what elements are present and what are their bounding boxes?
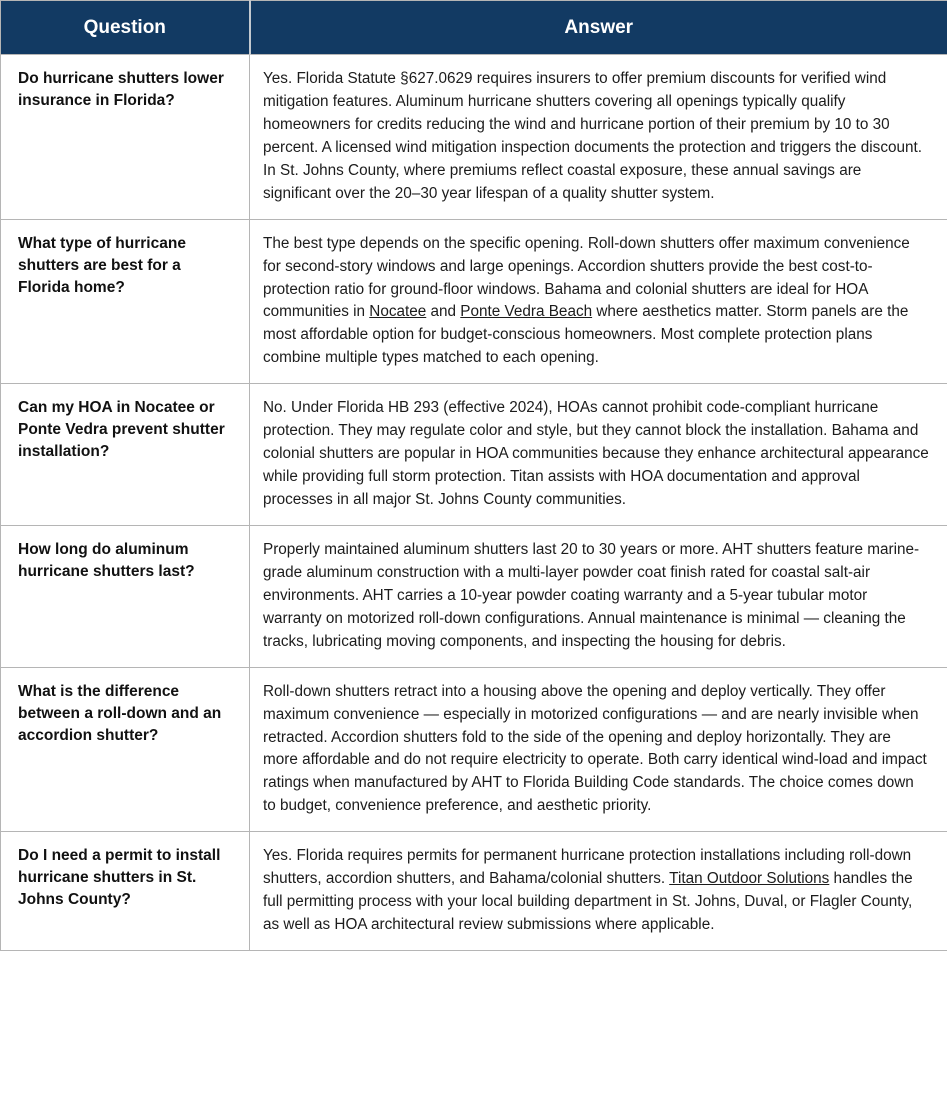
faq-question-cell: Do hurricane shutters lower insurance in Florida? <box>1 55 250 220</box>
table-row <box>1 525 947 667</box>
answer-inline-link[interactable]: Ponte Vedra Beach <box>460 303 593 321</box>
answer-text: No. Under Florida HB 293 (effective 2024), HOAs cannot prohibit code-compliant hurricane protection. They may regulate color and style, but they cannot block the installation. Bahama and colonial shutters are popular in HOA communities because they enhance architectural appearance while providing full storm protection. Titan assists with HOA documentation and approval processes in all major St. Johns County communities. <box>263 399 929 508</box>
table-row <box>1 832 947 951</box>
table-body <box>1 55 947 951</box>
faq-answer-cell <box>250 384 947 526</box>
faq-answer-cell <box>250 525 947 667</box>
faq-question-cell: Can my HOA in Nocatee or Ponte Vedra prevent shutter installation? <box>1 384 250 526</box>
column-header-answer: Answer <box>250 1 947 55</box>
table-row <box>1 667 947 832</box>
table-header <box>1 1 947 55</box>
answer-text: Yes. Florida Statute §627.0629 requires insurers to offer premium discounts for verified wind mitigation features. Aluminum hurricane shutters covering all openings typically qualify homeowners for credits reducing the wind and hurricane portion of their premium by 10 to 30 percent. A licensed wind mitigation inspection documents the protection and triggers the discount. In St. Johns County, where premiums reflect coastal exposure, these annual savings are significant over the 20–30 year lifespan of a quality shutter system. <box>263 70 923 202</box>
answer-text: Roll-down shutters retract into a housing above the opening and deploy vertically. They offer maximum convenience — especially in motorized configurations — and are nearly invisible when retracted. Accordion shutters fold to the side of the opening and deploy horizontally. They are more affordable and do not require electricity to operate. Both carry identical wind-load and impact ratings when manufactured by AHT to Florida Building Code standards. The choice comes down to budget, convenience preference, and aesthetic priority. <box>263 682 927 815</box>
table-row <box>1 384 947 526</box>
faq-answer-cell <box>250 55 947 220</box>
faq-question-cell: What is the difference between a roll-down and an accordion shutter? <box>1 667 250 832</box>
header-row <box>1 1 947 55</box>
faq-question-cell: Do I need a permit to install hurricane shutters in St. Johns County? <box>1 832 250 951</box>
faq-answer-cell <box>250 219 947 384</box>
faq-answer-cell <box>250 667 947 832</box>
answer-text: Properly maintained aluminum shutters last 20 to 30 years or more. AHT shutters feature marine-grade aluminum construction with a multi-layer powder coat finish rated for coastal salt-air environments. AHT carries a 10-year powder coating warranty and a 5-year tubular motor warranty on motorized roll-down configurations. Annual maintenance is minimal — cleaning the tracks, lubricating moving components, and inspecting the housing for debris. <box>263 540 920 650</box>
answer-inline-link[interactable]: Titan Outdoor Solutions <box>669 870 830 888</box>
table-row <box>1 55 947 220</box>
answer-text: and <box>426 303 461 321</box>
answer-inline-link[interactable]: Nocatee <box>369 303 427 321</box>
faq-answer-cell <box>250 832 947 951</box>
table-row <box>1 219 947 384</box>
answer-text: The best type depends on the specific opening. Roll-down shutters offer maximum convenience for second-story windows and large openings. Accordion shutters provide the best cost-to-protection ratio for ground-floor windows. Bahama and colonial shutters are ideal for HOA communities in <box>263 234 910 321</box>
answer-text: handles the full permitting process with your local building department in St. Johns, Duval, or Flagler County, as well as HOA architectural review submissions where applicable. <box>263 870 913 934</box>
faq-question-cell: How long do aluminum hurricane shutters last? <box>1 525 250 667</box>
column-header-question: Question <box>1 1 250 55</box>
answer-text: where aesthetics matter. Storm panels are the most affordable option for budget-conscious homeowners. Most complete protection plans combine multiple types matched to each opening. <box>263 303 909 367</box>
faq-question-cell: What type of hurricane shutters are best for a Florida home? <box>1 219 250 384</box>
answer-text: Yes. Florida requires permits for permanent hurricane protection installations including roll-down shutters, accordion shutters, and Bahama/colonial shutters. <box>263 847 912 888</box>
